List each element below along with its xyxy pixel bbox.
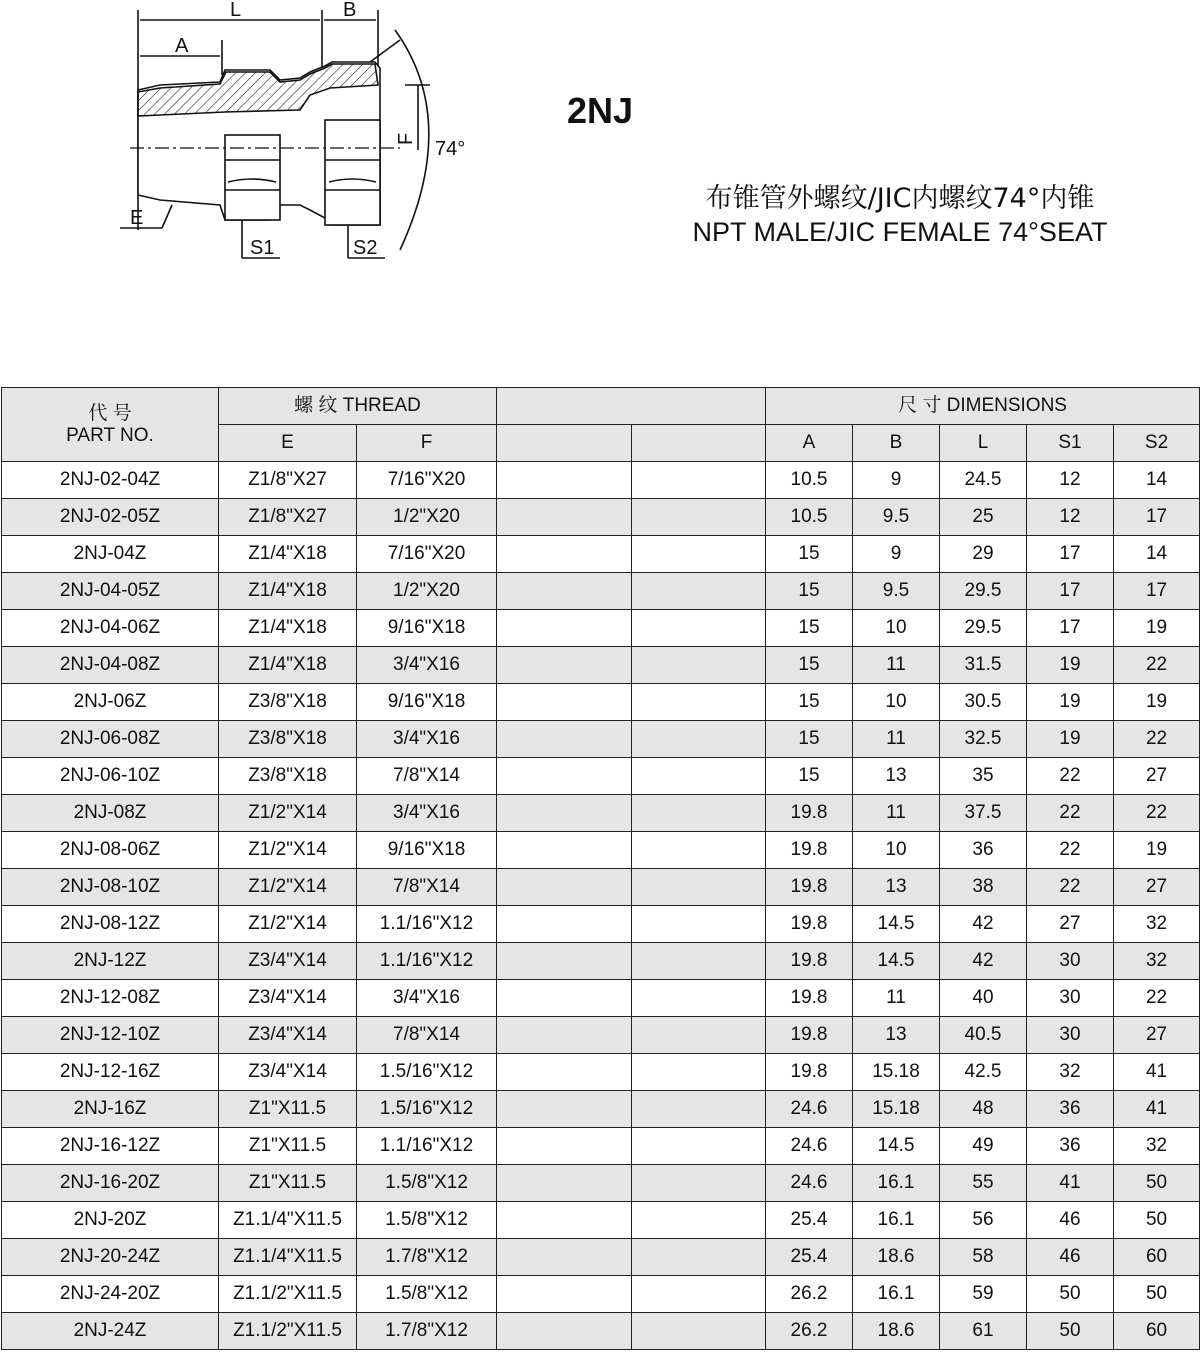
table-row: [2, 573, 1200, 610]
col-header-e: E: [219, 425, 357, 462]
cell-dim-b: 16.1: [853, 1276, 940, 1313]
cell-blank-2: [632, 536, 766, 573]
cell-thread-f: 9/16"X18: [357, 610, 497, 647]
cell-dim-a: 15: [766, 647, 853, 684]
cell-dim-a: 24.6: [766, 1128, 853, 1165]
cell-dim-s2: 32: [1114, 943, 1200, 980]
cell-dim-s1: 19: [1027, 684, 1114, 721]
cell-thread-f: 1.1/16"X12: [357, 943, 497, 980]
cell-thread-f: 1.1/16"X12: [357, 1128, 497, 1165]
cell-thread-f: 1.7/8"X12: [357, 1239, 497, 1276]
table-row: [2, 684, 1200, 721]
cell-dim-b: 14.5: [853, 943, 940, 980]
cell-dim-s1: 30: [1027, 1017, 1114, 1054]
col-header-blank-2: [632, 425, 766, 462]
cell-dim-s1: 12: [1027, 462, 1114, 499]
table-row: [2, 1276, 1200, 1313]
cell-dim-s1: 36: [1027, 1091, 1114, 1128]
col-header-f: F: [357, 425, 497, 462]
cell-blank-1: [497, 943, 632, 980]
cell-dim-b: 15.18: [853, 1054, 940, 1091]
table-row: [2, 869, 1200, 906]
cell-blank-1: [497, 647, 632, 684]
cell-dim-s2: 22: [1114, 795, 1200, 832]
cell-blank-1: [497, 499, 632, 536]
cell-blank-2: [632, 573, 766, 610]
cell-dim-s2: 27: [1114, 1017, 1200, 1054]
cell-dim-s1: 30: [1027, 943, 1114, 980]
cell-thread-f: 7/16"X20: [357, 536, 497, 573]
cell-dim-a: 19.8: [766, 1017, 853, 1054]
cell-dim-s2: 27: [1114, 869, 1200, 906]
cell-dim-s1: 50: [1027, 1276, 1114, 1313]
cell-dim-s2: 32: [1114, 906, 1200, 943]
cell-thread-e: Z1/2"X14: [219, 869, 357, 906]
cell-dim-l: 40.5: [940, 1017, 1027, 1054]
cell-dim-l: 35: [940, 758, 1027, 795]
cell-dim-l: 30.5: [940, 684, 1027, 721]
cell-dim-b: 11: [853, 795, 940, 832]
cell-dim-s2: 14: [1114, 462, 1200, 499]
cell-dim-s2: 32: [1114, 1128, 1200, 1165]
cell-part-no: 2NJ-08-10Z: [2, 869, 219, 906]
cell-dim-a: 25.4: [766, 1202, 853, 1239]
cell-dim-s2: 14: [1114, 536, 1200, 573]
cell-thread-f: 1/2"X20: [357, 499, 497, 536]
cell-blank-1: [497, 462, 632, 499]
cell-part-no: 2NJ-12-16Z: [2, 1054, 219, 1091]
cell-part-no: 2NJ-24Z: [2, 1313, 219, 1350]
cell-dim-s2: 50: [1114, 1202, 1200, 1239]
cell-part-no: 2NJ-02-05Z: [2, 499, 219, 536]
cell-dim-a: 15: [766, 536, 853, 573]
cell-thread-e: Z1.1/2"X11.5: [219, 1276, 357, 1313]
cell-blank-1: [497, 536, 632, 573]
cell-part-no: 2NJ-12-10Z: [2, 1017, 219, 1054]
cell-dim-s2: 60: [1114, 1239, 1200, 1276]
cell-blank-1: [497, 758, 632, 795]
cell-dim-l: 55: [940, 1165, 1027, 1202]
col-header-l: L: [940, 425, 1027, 462]
cell-blank-2: [632, 832, 766, 869]
cell-dim-a: 10.5: [766, 462, 853, 499]
cell-dim-l: 37.5: [940, 795, 1027, 832]
cell-dim-a: 10.5: [766, 499, 853, 536]
cell-part-no: 2NJ-06-10Z: [2, 758, 219, 795]
cell-part-no: 2NJ-04-05Z: [2, 573, 219, 610]
cell-dim-b: 10: [853, 684, 940, 721]
cell-dim-l: 56: [940, 1202, 1027, 1239]
cell-dim-l: 61: [940, 1313, 1027, 1350]
cell-part-no: 2NJ-20-24Z: [2, 1239, 219, 1276]
cell-blank-2: [632, 1276, 766, 1313]
cell-dim-l: 36: [940, 832, 1027, 869]
cell-thread-f: 7/16"X20: [357, 462, 497, 499]
cell-dim-s1: 22: [1027, 758, 1114, 795]
table-row: [2, 1091, 1200, 1128]
cell-dim-s2: 17: [1114, 573, 1200, 610]
cell-blank-2: [632, 869, 766, 906]
cell-dim-s2: 19: [1114, 684, 1200, 721]
cell-dim-a: 15: [766, 684, 853, 721]
cell-thread-e: Z1.1/4"X11.5: [219, 1239, 357, 1276]
cell-dim-s2: 22: [1114, 647, 1200, 684]
cell-dim-s1: 22: [1027, 795, 1114, 832]
table-row: [2, 536, 1200, 573]
cell-blank-1: [497, 1054, 632, 1091]
cell-dim-s2: 41: [1114, 1091, 1200, 1128]
cell-dim-l: 42: [940, 943, 1027, 980]
cell-dim-s2: 41: [1114, 1054, 1200, 1091]
cell-dim-s2: 19: [1114, 610, 1200, 647]
cell-thread-f: 1.5/16"X12: [357, 1054, 497, 1091]
cell-part-no: 2NJ-16-20Z: [2, 1165, 219, 1202]
cell-dim-b: 10: [853, 832, 940, 869]
dimensions-table: [1, 387, 1200, 1350]
dimensions-header: 尺 寸 DIMENSIONS: [766, 388, 1200, 425]
col-header-s2: S2: [1114, 425, 1200, 462]
cell-thread-f: 9/16"X18: [357, 832, 497, 869]
cell-dim-s2: 27: [1114, 758, 1200, 795]
cell-dim-l: 42.5: [940, 1054, 1027, 1091]
table-row: [2, 1128, 1200, 1165]
cell-blank-1: [497, 869, 632, 906]
label-S2: S2: [353, 237, 378, 259]
cell-thread-f: 3/4"X16: [357, 980, 497, 1017]
cell-part-no: 2NJ-24-20Z: [2, 1276, 219, 1313]
cell-thread-e: Z3/8"X18: [219, 758, 357, 795]
label-S1: S1: [250, 237, 275, 259]
cell-blank-1: [497, 1091, 632, 1128]
cell-dim-b: 11: [853, 647, 940, 684]
cell-blank-1: [497, 1017, 632, 1054]
cell-part-no: 2NJ-04-08Z: [2, 647, 219, 684]
cell-dim-s1: 22: [1027, 869, 1114, 906]
cell-dim-a: 19.8: [766, 943, 853, 980]
cell-dim-b: 13: [853, 758, 940, 795]
cell-dim-l: 29: [940, 536, 1027, 573]
cell-blank-1: [497, 1239, 632, 1276]
table-row: [2, 980, 1200, 1017]
model-code: 2NJ: [566, 90, 634, 131]
cell-part-no: 2NJ-06-08Z: [2, 721, 219, 758]
cell-thread-e: Z1/2"X14: [219, 795, 357, 832]
cell-blank-2: [632, 1239, 766, 1276]
cell-part-no: 2NJ-16-12Z: [2, 1128, 219, 1165]
cell-blank-2: [632, 943, 766, 980]
cell-part-no: 2NJ-12-08Z: [2, 980, 219, 1017]
subtitle-english: NPT MALE/JIC FEMALE 74°SEAT: [692, 217, 1108, 247]
cell-thread-f: 7/8"X14: [357, 1017, 497, 1054]
cell-thread-e: Z3/4"X14: [219, 943, 357, 980]
table-row: [2, 610, 1200, 647]
cell-dim-b: 16.1: [853, 1165, 940, 1202]
label-E: E: [130, 207, 144, 229]
cell-dim-b: 18.6: [853, 1239, 940, 1276]
cell-dim-a: 19.8: [766, 832, 853, 869]
cell-blank-1: [497, 1313, 632, 1350]
cell-dim-s1: 41: [1027, 1165, 1114, 1202]
cell-blank-2: [632, 1054, 766, 1091]
cell-part-no: 2NJ-08Z: [2, 795, 219, 832]
cell-blank-1: [497, 795, 632, 832]
part-number-header-en: PART NO.: [66, 424, 154, 446]
cell-dim-s1: 17: [1027, 536, 1114, 573]
cell-part-no: 2NJ-04Z: [2, 536, 219, 573]
table-row: [2, 721, 1200, 758]
part-number-header-cn: 代 号: [88, 402, 132, 424]
col-header-s1: S1: [1027, 425, 1114, 462]
cell-thread-f: 1.5/16"X12: [357, 1091, 497, 1128]
col-header-blank-1: [497, 425, 632, 462]
cell-dim-b: 9.5: [853, 573, 940, 610]
cell-thread-f: 1.7/8"X12: [357, 1313, 497, 1350]
cell-dim-a: 19.8: [766, 906, 853, 943]
cell-dim-b: 9: [853, 536, 940, 573]
cell-thread-e: Z3/8"X18: [219, 721, 357, 758]
cell-dim-s1: 22: [1027, 832, 1114, 869]
cell-blank-2: [632, 721, 766, 758]
cell-part-no: 2NJ-02-04Z: [2, 462, 219, 499]
cell-dim-b: 10: [853, 610, 940, 647]
cell-blank-2: [632, 1202, 766, 1239]
cell-dim-s1: 46: [1027, 1239, 1114, 1276]
cell-dim-l: 42: [940, 906, 1027, 943]
cell-thread-e: Z3/4"X14: [219, 1017, 357, 1054]
cell-blank-2: [632, 462, 766, 499]
fitting-technical-drawing: [100, 0, 480, 270]
cell-dim-a: 19.8: [766, 980, 853, 1017]
thread-header: 螺 纹 THREAD: [219, 388, 497, 425]
cell-thread-e: Z3/8"X18: [219, 684, 357, 721]
cell-blank-1: [497, 684, 632, 721]
blank-header: [497, 388, 766, 425]
cell-thread-f: 7/8"X14: [357, 758, 497, 795]
cell-dim-s1: 17: [1027, 610, 1114, 647]
cell-thread-e: Z1"X11.5: [219, 1128, 357, 1165]
cell-thread-e: Z1/4"X18: [219, 647, 357, 684]
cell-dim-b: 15.18: [853, 1091, 940, 1128]
cell-dim-b: 13: [853, 1017, 940, 1054]
cell-blank-2: [632, 795, 766, 832]
cell-dim-b: 14.5: [853, 1128, 940, 1165]
cell-part-no: 2NJ-16Z: [2, 1091, 219, 1128]
table-row: [2, 462, 1200, 499]
cell-thread-e: Z1/8"X27: [219, 499, 357, 536]
cell-blank-1: [497, 610, 632, 647]
label-B: B: [343, 0, 357, 21]
cell-thread-f: 3/4"X16: [357, 647, 497, 684]
cell-part-no: 2NJ-08-12Z: [2, 906, 219, 943]
table-row: [2, 1239, 1200, 1276]
cell-dim-a: 15: [766, 758, 853, 795]
cell-dim-s2: 50: [1114, 1276, 1200, 1313]
cell-dim-b: 9: [853, 462, 940, 499]
label-A: A: [175, 35, 189, 57]
cell-thread-f: 1.5/8"X12: [357, 1165, 497, 1202]
cell-dim-s2: 60: [1114, 1313, 1200, 1350]
cell-thread-e: Z1.1/2"X11.5: [219, 1313, 357, 1350]
cell-dim-a: 15: [766, 721, 853, 758]
cell-blank-2: [632, 684, 766, 721]
label-L: L: [230, 0, 242, 21]
table-row: [2, 943, 1200, 980]
cell-blank-1: [497, 1128, 632, 1165]
cell-dim-s1: 19: [1027, 647, 1114, 684]
cell-dim-l: 49: [940, 1128, 1027, 1165]
cell-thread-f: 1.1/16"X12: [357, 906, 497, 943]
table-row: [2, 1054, 1200, 1091]
cell-dim-a: 26.2: [766, 1276, 853, 1313]
cell-thread-e: Z1/2"X14: [219, 832, 357, 869]
part-number-header: [2, 388, 219, 462]
cell-dim-s1: 36: [1027, 1128, 1114, 1165]
cell-part-no: 2NJ-20Z: [2, 1202, 219, 1239]
cell-dim-a: 19.8: [766, 795, 853, 832]
table-body: [2, 462, 1200, 1350]
cell-thread-f: 1/2"X20: [357, 573, 497, 610]
cell-dim-b: 13: [853, 869, 940, 906]
cell-dim-a: 26.2: [766, 1313, 853, 1350]
cell-thread-f: 1.5/8"X12: [357, 1202, 497, 1239]
cell-dim-l: 48: [940, 1091, 1027, 1128]
cell-dim-s2: 17: [1114, 499, 1200, 536]
table-row: [2, 1165, 1200, 1202]
cell-thread-e: Z1.1/4"X11.5: [219, 1202, 357, 1239]
cell-thread-f: 1.5/8"X12: [357, 1276, 497, 1313]
cell-blank-2: [632, 1128, 766, 1165]
cell-blank-2: [632, 647, 766, 684]
table-row: [2, 499, 1200, 536]
cell-part-no: 2NJ-08-06Z: [2, 832, 219, 869]
cell-blank-2: [632, 1313, 766, 1350]
cell-blank-2: [632, 499, 766, 536]
cell-dim-s1: 27: [1027, 906, 1114, 943]
cell-dim-s2: 50: [1114, 1165, 1200, 1202]
cell-dim-s2: 22: [1114, 980, 1200, 1017]
col-header-a: A: [766, 425, 853, 462]
cell-dim-b: 16.1: [853, 1202, 940, 1239]
cell-dim-s2: 22: [1114, 721, 1200, 758]
cell-dim-a: 15: [766, 573, 853, 610]
cell-part-no: 2NJ-06Z: [2, 684, 219, 721]
cell-blank-1: [497, 980, 632, 1017]
cell-dim-l: 25: [940, 499, 1027, 536]
label-F: F: [395, 132, 417, 145]
cell-thread-f: 3/4"X16: [357, 721, 497, 758]
cell-part-no: 2NJ-12Z: [2, 943, 219, 980]
cell-dim-l: 32.5: [940, 721, 1027, 758]
cell-part-no: 2NJ-04-06Z: [2, 610, 219, 647]
cell-dim-a: 19.8: [766, 1054, 853, 1091]
cell-blank-1: [497, 1165, 632, 1202]
cell-thread-f: 7/8"X14: [357, 869, 497, 906]
cell-thread-f: 3/4"X16: [357, 795, 497, 832]
table-row: [2, 795, 1200, 832]
table-row: [2, 1202, 1200, 1239]
cell-dim-l: 24.5: [940, 462, 1027, 499]
cell-dim-a: 24.6: [766, 1165, 853, 1202]
cell-blank-2: [632, 906, 766, 943]
cell-dim-l: 31.5: [940, 647, 1027, 684]
cell-blank-2: [632, 1017, 766, 1054]
cell-dim-s1: 46: [1027, 1202, 1114, 1239]
cell-dim-b: 11: [853, 721, 940, 758]
cell-thread-e: Z1/4"X18: [219, 536, 357, 573]
table-row: [2, 906, 1200, 943]
cell-dim-s1: 17: [1027, 573, 1114, 610]
cell-thread-e: Z1"X11.5: [219, 1165, 357, 1202]
table-row: [2, 1313, 1200, 1350]
table-row: [2, 758, 1200, 795]
col-header-b: B: [853, 425, 940, 462]
cell-thread-e: Z3/4"X14: [219, 980, 357, 1017]
cell-thread-e: Z1/4"X18: [219, 573, 357, 610]
cell-dim-l: 38: [940, 869, 1027, 906]
cell-thread-e: Z3/4"X14: [219, 1054, 357, 1091]
table-row: [2, 647, 1200, 684]
cell-thread-f: 9/16"X18: [357, 684, 497, 721]
cell-dim-l: 29.5: [940, 610, 1027, 647]
cell-blank-1: [497, 832, 632, 869]
table-row: [2, 1017, 1200, 1054]
cell-blank-1: [497, 1202, 632, 1239]
cell-thread-e: Z1/4"X18: [219, 610, 357, 647]
cell-dim-s1: 19: [1027, 721, 1114, 758]
cell-blank-2: [632, 1091, 766, 1128]
cell-dim-a: 24.6: [766, 1091, 853, 1128]
label-angle: 74°: [435, 138, 466, 160]
cell-blank-1: [497, 1276, 632, 1313]
cell-thread-e: Z1"X11.5: [219, 1091, 357, 1128]
cell-blank-1: [497, 721, 632, 758]
cell-blank-2: [632, 758, 766, 795]
cell-dim-a: 25.4: [766, 1239, 853, 1276]
cell-dim-a: 15: [766, 610, 853, 647]
cell-dim-s2: 19: [1114, 832, 1200, 869]
cell-dim-l: 29.5: [940, 573, 1027, 610]
subtitle-chinese: 布锥管外螺纹/JIC内螺纹74°内锥: [705, 183, 1095, 214]
cell-dim-s1: 50: [1027, 1313, 1114, 1350]
cell-blank-2: [632, 980, 766, 1017]
cell-dim-l: 59: [940, 1276, 1027, 1313]
cell-dim-b: 14.5: [853, 906, 940, 943]
cell-dim-s1: 30: [1027, 980, 1114, 1017]
cell-dim-b: 18.6: [853, 1313, 940, 1350]
cell-dim-l: 40: [940, 980, 1027, 1017]
cell-blank-2: [632, 1165, 766, 1202]
cell-dim-s1: 12: [1027, 499, 1114, 536]
cell-thread-e: Z1/8"X27: [219, 462, 357, 499]
table-row: [2, 832, 1200, 869]
cell-blank-1: [497, 906, 632, 943]
cell-dim-a: 19.8: [766, 869, 853, 906]
cell-dim-b: 9.5: [853, 499, 940, 536]
cell-dim-s1: 32: [1027, 1054, 1114, 1091]
cell-dim-l: 58: [940, 1239, 1027, 1276]
cell-blank-1: [497, 573, 632, 610]
cell-blank-2: [632, 610, 766, 647]
cell-dim-b: 11: [853, 980, 940, 1017]
cell-thread-e: Z1/2"X14: [219, 906, 357, 943]
